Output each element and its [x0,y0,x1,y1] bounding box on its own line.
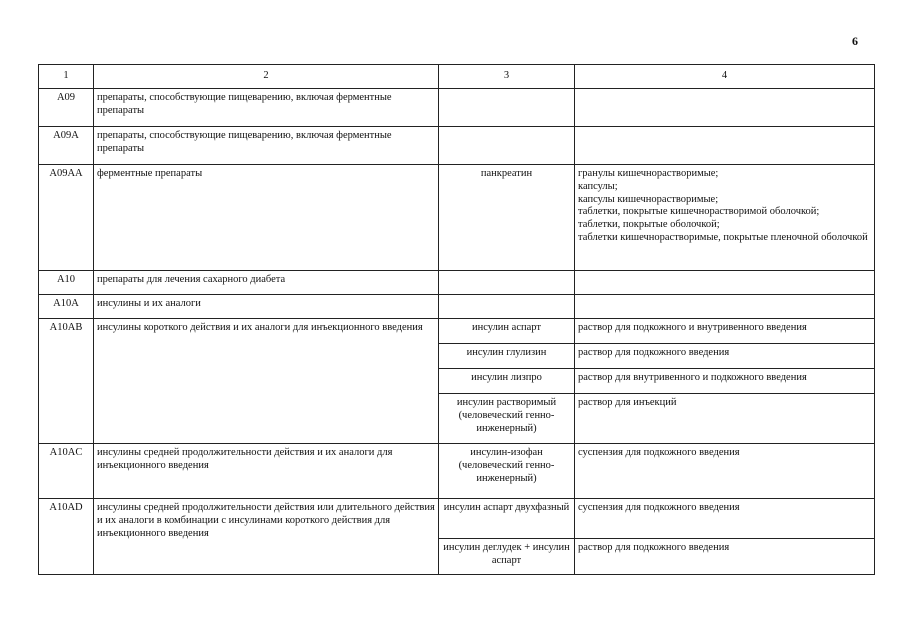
dosage-form: раствор для подкожного введения [575,344,875,369]
atc-code: A09 [39,89,94,127]
atc-code: A10 [39,271,94,295]
drug-name: инсулин аспарт двухфазный [439,499,575,539]
medication-table [38,64,875,575]
atc-code: A10AC [39,444,94,499]
column-header: 1 [39,65,94,89]
group-name: препараты для лечения сахарного диабета [94,271,439,295]
drug-name [439,295,575,319]
table-row [39,127,875,165]
group-name: инсулины и их аналоги [94,295,439,319]
column-header: 3 [439,65,575,89]
dosage-form: раствор для инъекций [575,394,875,444]
dosage-form: раствор для подкожного и внутривенного введения [575,319,875,344]
drug-name [439,127,575,165]
dosage-form: суспензия для подкожного введения [575,499,875,539]
group-name: инсулины средней продолжительности действия или длительного действия и их аналоги в комбинации с инсулинами короткого действия для инъекционного введения [94,499,439,575]
table-row [39,89,875,127]
table-row [39,319,875,344]
table-row [39,295,875,319]
atc-code: A10A [39,295,94,319]
drug-name: инсулин аспарт [439,319,575,344]
column-header: 4 [575,65,875,89]
group-name: инсулины короткого действия и их аналоги для инъекционного введения [94,319,439,444]
dosage-form [575,127,875,165]
drug-name: панкреатин [439,165,575,271]
atc-code: A10AD [39,499,94,575]
group-name: препараты, способствующие пищеварению, включая ферментные препараты [94,89,439,127]
table-row [39,444,875,499]
header-row [39,65,875,89]
page-number: 6 [852,34,858,48]
atc-code: A09AA [39,165,94,271]
atc-code: A10AB [39,319,94,444]
atc-code: A09A [39,127,94,165]
drug-name: инсулин глулизин [439,344,575,369]
table-row [39,165,875,271]
drug-name [439,89,575,127]
group-name: инсулины средней продолжительности действия и их аналоги для инъекционного введения [94,444,439,499]
dosage-form: суспензия для подкожного введения [575,444,875,499]
group-name: препараты, способствующие пищеварению, включая ферментные препараты [94,127,439,165]
drug-name: инсулин растворимый (человеческий генно-инженерный) [439,394,575,444]
drug-name: инсулин деглудек + инсулин аспарт [439,539,575,575]
dosage-form [575,271,875,295]
dosage-form [575,89,875,127]
table-row [39,271,875,295]
dosage-form: раствор для внутривенного и подкожного введения [575,369,875,394]
drug-name: инсулин-изофан (человеческий генно-инженерный) [439,444,575,499]
drug-name: инсулин лизпро [439,369,575,394]
dosage-form [575,295,875,319]
column-header: 2 [94,65,439,89]
table-row [39,499,875,539]
dosage-form: гранулы кишечнорастворимые; капсулы; капсулы кишечнорастворимые; таблетки, покрытые кишечнорастворимой оболочкой; таблетки, покрытые оболочкой; таблетки кишечнорастворимые, покрытые пленочной оболочкой [578,168,868,243]
dosage-form: раствор для подкожного введения [575,539,875,575]
drug-name [439,271,575,295]
group-name: ферментные препараты [94,165,439,271]
